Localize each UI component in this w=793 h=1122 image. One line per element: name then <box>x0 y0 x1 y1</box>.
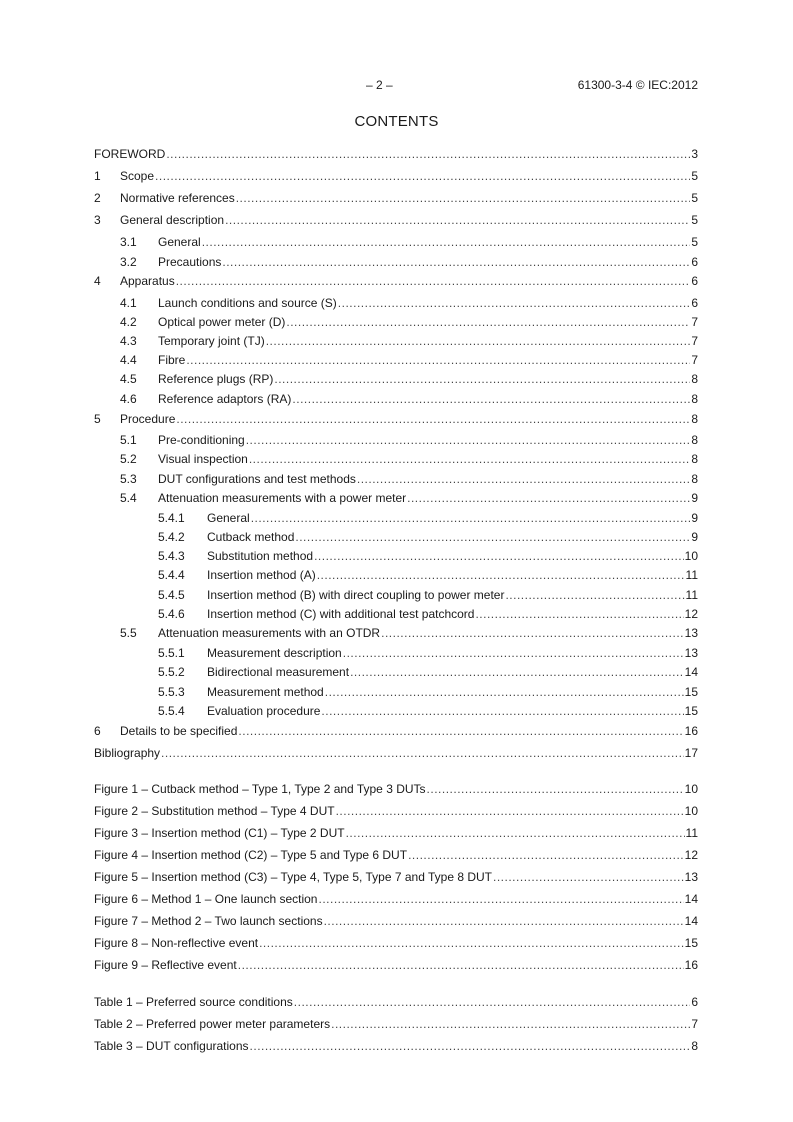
sections-entry[interactable] <box>94 548 698 564</box>
entry-number: 5.3 <box>120 472 137 486</box>
entry-label: Visual inspection <box>158 452 248 466</box>
entry-label: Optical power meter (D) <box>158 315 286 329</box>
entry-number: 5.4 <box>120 491 137 505</box>
entry-number: 5.4.5 <box>158 588 185 602</box>
entry-label: Details to be specified <box>120 724 238 738</box>
entry-page-number: 15 <box>684 685 698 699</box>
dot-leader <box>286 314 690 330</box>
entry-label: Figure 9 – Reflective event <box>94 958 237 972</box>
entry-label: FOREWORD <box>94 147 166 161</box>
entry-page-number: 7 <box>691 1017 698 1031</box>
entry-label: Measurement description <box>207 646 342 660</box>
sections-entry[interactable] <box>94 352 698 368</box>
page-title: CONTENTS <box>354 113 439 130</box>
dot-leader <box>346 825 685 841</box>
dot-leader <box>343 645 684 661</box>
sections-entry[interactable] <box>94 606 698 622</box>
entry-page-number: 17 <box>684 746 698 760</box>
dot-leader <box>238 723 683 739</box>
entry-label: Fibre <box>158 353 186 367</box>
entry-label: Insertion method (A) <box>207 568 316 582</box>
sections-entry[interactable] <box>94 529 698 545</box>
entry-page-number: 8 <box>691 412 698 426</box>
entry-page-number: 12 <box>684 607 698 621</box>
dot-leader <box>505 587 684 603</box>
entry-number: 5.5.2 <box>158 665 185 679</box>
dot-leader <box>250 1038 691 1054</box>
sections-entry[interactable] <box>94 391 698 407</box>
sections-entry[interactable] <box>94 567 698 583</box>
entry-number: 4.4 <box>120 353 137 367</box>
entry-label: Table 1 – Preferred source conditions <box>94 995 293 1009</box>
entry-page-number: 8 <box>691 372 698 386</box>
entry-page-number: 11 <box>685 826 698 840</box>
entry-label: Figure 1 – Cutback method – Type 1, Type 2 and Type 3 DUTs <box>94 782 426 796</box>
sections-entry[interactable] <box>94 703 698 719</box>
sections-entry[interactable] <box>94 664 698 680</box>
entry-label: Evaluation procedure <box>207 704 321 718</box>
entry-number: 6 <box>94 724 101 738</box>
dot-leader <box>251 510 691 526</box>
dot-leader <box>155 168 690 184</box>
sections-entry[interactable] <box>94 190 698 206</box>
entry-page-number: 3 <box>691 147 698 161</box>
entry-label: Reference plugs (RP) <box>158 372 274 386</box>
entry-page-number: 15 <box>684 936 698 950</box>
sections-entry[interactable] <box>94 684 698 700</box>
figures-entry[interactable] <box>94 803 698 819</box>
sections-entry[interactable] <box>94 451 698 467</box>
sections-entry[interactable] <box>94 314 698 330</box>
entry-page-number: 7 <box>691 334 698 348</box>
entry-label: Figure 6 – Method 1 – One launch section <box>94 892 318 906</box>
entry-label: Table 3 – DUT configurations <box>94 1039 249 1053</box>
entry-label: Launch conditions and source (S) <box>158 296 337 310</box>
figures-entry[interactable] <box>94 781 698 797</box>
sections-entry[interactable] <box>94 168 698 184</box>
sections-entry[interactable] <box>94 432 698 448</box>
entry-label: Bidirectional measurement <box>207 665 350 679</box>
dot-leader <box>317 567 685 583</box>
entry-label: Procedure <box>120 412 176 426</box>
dot-leader <box>321 703 683 719</box>
figures-entry[interactable] <box>94 869 698 885</box>
sections-entry[interactable] <box>94 587 698 603</box>
entry-label: Figure 5 – Insertion method (C3) – Type 4, Type 5, Type 7 and Type 8 DUT <box>94 870 493 884</box>
dot-leader <box>259 935 684 951</box>
entry-page-number: 11 <box>685 588 698 602</box>
entry-page-number: 13 <box>684 870 698 884</box>
dot-leader <box>338 295 691 311</box>
dot-leader <box>295 529 690 545</box>
dot-leader <box>236 190 691 206</box>
entry-page-number: 16 <box>684 958 698 972</box>
entry-page-number: 14 <box>684 665 698 679</box>
entry-number: 5.5.4 <box>158 704 185 718</box>
entry-page-number: 13 <box>684 626 698 640</box>
entry-label: Scope <box>120 169 155 183</box>
entry-label: Figure 8 – Non-reflective event <box>94 936 259 950</box>
entry-label: Insertion method (C) with additional test patchcord <box>207 607 475 621</box>
entry-number: 1 <box>94 169 101 183</box>
sections-entry[interactable] <box>94 490 698 506</box>
entry-label: Temporary joint (TJ) <box>158 334 265 348</box>
entry-number: 5.2 <box>120 452 137 466</box>
entry-label: Substitution method <box>207 549 314 563</box>
entry-number: 5.4.3 <box>158 549 185 563</box>
dot-leader <box>274 371 690 387</box>
entry-number: 4.5 <box>120 372 137 386</box>
sections-entry[interactable] <box>94 510 698 526</box>
dot-leader <box>350 664 684 680</box>
entry-number: 3 <box>94 213 101 227</box>
entry-label: Insertion method (B) with direct coupling to power meter <box>207 588 505 602</box>
entry-page-number: 7 <box>691 315 698 329</box>
entry-page-number: 7 <box>691 353 698 367</box>
dot-leader <box>427 781 684 797</box>
sections-entry[interactable] <box>94 146 698 162</box>
entry-label: Apparatus <box>120 274 175 288</box>
figures-entry[interactable] <box>94 913 698 929</box>
entry-number: 5.4.4 <box>158 568 185 582</box>
dot-leader <box>161 745 684 761</box>
entry-page-number: 10 <box>684 549 698 563</box>
dot-leader <box>294 994 691 1010</box>
sections-entry[interactable] <box>94 745 698 761</box>
entry-page-number: 16 <box>684 724 698 738</box>
entry-page-number: 9 <box>691 491 698 505</box>
sections-entry[interactable] <box>94 295 698 311</box>
entry-number: 5.4.6 <box>158 607 185 621</box>
dot-leader <box>176 273 691 289</box>
entry-number: 5.4.1 <box>158 511 185 525</box>
entry-label: Normative references <box>120 191 235 205</box>
entry-label: Attenuation measurements with a power meter <box>158 491 407 505</box>
entry-number: 4.3 <box>120 334 137 348</box>
dot-leader <box>331 1016 690 1032</box>
entry-label: Table 2 – Preferred power meter parameters <box>94 1017 331 1031</box>
entry-label: General <box>158 235 201 249</box>
sections-entry[interactable] <box>94 471 698 487</box>
entry-page-number: 5 <box>691 235 698 249</box>
entry-page-number: 8 <box>691 433 698 447</box>
entry-number: 4.2 <box>120 315 137 329</box>
dot-leader <box>493 869 684 885</box>
entry-number: 5.1 <box>120 433 137 447</box>
sections-entry[interactable] <box>94 273 698 289</box>
entry-label: Precautions <box>158 255 222 269</box>
entry-page-number: 13 <box>684 646 698 660</box>
entry-page-number: 6 <box>691 274 698 288</box>
entry-label: Figure 3 – Insertion method (C1) – Type 2 DUT <box>94 826 345 840</box>
entry-number: 4 <box>94 274 101 288</box>
entry-number: 4.6 <box>120 392 137 406</box>
sections-entry[interactable] <box>94 254 698 270</box>
entry-page-number: 6 <box>691 255 698 269</box>
dot-leader <box>325 684 684 700</box>
dot-leader <box>186 352 690 368</box>
entry-number: 3.2 <box>120 255 137 269</box>
entry-page-number: 12 <box>684 848 698 862</box>
tables-entry[interactable] <box>94 1016 698 1032</box>
entry-page-number: 15 <box>684 704 698 718</box>
entry-label: Attenuation measurements with an OTDR <box>158 626 381 640</box>
dot-leader <box>202 234 691 250</box>
dot-leader <box>408 847 684 863</box>
tables-entry[interactable] <box>94 1038 698 1054</box>
dot-leader <box>381 625 684 641</box>
entry-label: Reference adaptors (RA) <box>158 392 292 406</box>
entry-label: Figure 2 – Substitution method – Type 4 DUT <box>94 804 335 818</box>
entry-page-number: 14 <box>684 892 698 906</box>
figures-entry[interactable] <box>94 825 698 841</box>
sections-entry[interactable] <box>94 371 698 387</box>
sections-entry[interactable] <box>94 333 698 349</box>
dot-leader <box>318 891 683 907</box>
dot-leader <box>166 146 690 162</box>
entry-number: 2 <box>94 191 101 205</box>
dot-leader <box>176 411 690 427</box>
entry-label: General <box>207 511 250 525</box>
dot-leader <box>222 254 690 270</box>
entry-number: 5.5.3 <box>158 685 185 699</box>
entry-page-number: 11 <box>685 568 698 582</box>
entry-number: 5.5.1 <box>158 646 185 660</box>
figures-entry[interactable] <box>94 891 698 907</box>
document-reference: 61300-3-4 © IEC:2012 <box>577 78 698 92</box>
sections-entry[interactable] <box>94 723 698 739</box>
sections-entry[interactable] <box>94 212 698 228</box>
entry-number: 4.1 <box>120 296 137 310</box>
entry-label: Bibliography <box>94 746 161 760</box>
figures-entry[interactable] <box>94 957 698 973</box>
sections-entry[interactable] <box>94 411 698 427</box>
page-header-number: – 2 – <box>366 78 393 92</box>
entry-page-number: 8 <box>691 392 698 406</box>
dot-leader <box>225 212 690 228</box>
entry-number: 5.5 <box>120 626 137 640</box>
sections-entry[interactable] <box>94 625 698 641</box>
entry-page-number: 10 <box>684 804 698 818</box>
entry-label: Figure 4 – Insertion method (C2) – Type 5 and Type 6 DUT <box>94 848 408 862</box>
entry-label: Cutback method <box>207 530 295 544</box>
dot-leader <box>475 606 683 622</box>
entry-number: 3.1 <box>120 235 137 249</box>
figures-entry[interactable] <box>94 847 698 863</box>
entry-page-number: 10 <box>684 782 698 796</box>
dot-leader <box>249 451 690 467</box>
dot-leader <box>238 957 684 973</box>
entry-page-number: 6 <box>691 995 698 1009</box>
entry-label: Measurement method <box>207 685 324 699</box>
entry-label: General description <box>120 213 225 227</box>
entry-page-number: 14 <box>684 914 698 928</box>
sections-entry[interactable] <box>94 234 698 250</box>
entry-label: DUT configurations and test methods <box>158 472 356 486</box>
entry-label: Figure 7 – Method 2 – Two launch sections <box>94 914 323 928</box>
dot-leader <box>266 333 691 349</box>
tables-entry[interactable] <box>94 994 698 1010</box>
dot-leader <box>292 391 690 407</box>
dot-leader <box>324 913 684 929</box>
entry-page-number: 5 <box>691 191 698 205</box>
dot-leader <box>246 432 691 448</box>
sections-entry[interactable] <box>94 645 698 661</box>
entry-page-number: 5 <box>691 169 698 183</box>
dot-leader <box>336 803 684 819</box>
entry-page-number: 5 <box>691 213 698 227</box>
entry-number: 5.4.2 <box>158 530 185 544</box>
dot-leader <box>357 471 690 487</box>
dot-leader <box>314 548 684 564</box>
entry-number: 5 <box>94 412 101 426</box>
entry-page-number: 9 <box>691 530 698 544</box>
figures-entry[interactable] <box>94 935 698 951</box>
entry-page-number: 9 <box>691 511 698 525</box>
entry-page-number: 8 <box>691 472 698 486</box>
entry-page-number: 8 <box>691 1039 698 1053</box>
entry-label: Pre-conditioning <box>158 433 245 447</box>
entry-page-number: 8 <box>691 452 698 466</box>
dot-leader <box>407 490 690 506</box>
entry-page-number: 6 <box>691 296 698 310</box>
